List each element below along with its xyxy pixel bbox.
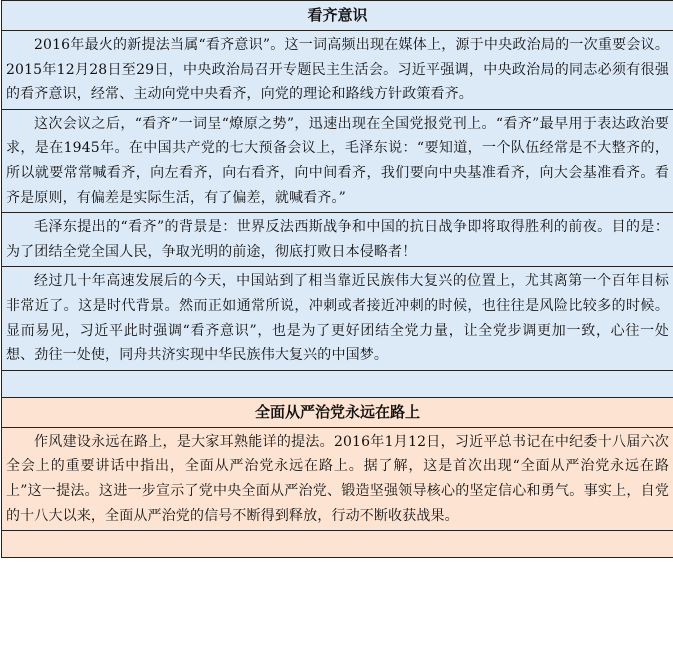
paragraph: 这次会议之后，“看齐”一词呈“燎原之势”，迅速出现在全国党报党刊上。“看齐”最早用于表达政治要求，是在1945年。在中国共产党的七大预备会议上，毛泽东说：“要知道，一个队伍经常是不大整齐的，所以就要常常喊看齐，向左看齐，向右看齐，向中间看齐，我们要向中央基准看齐，向大会基准看齐。看齐是原则，有偏差是实际生活，有了偏差，就喊看齐。” bbox=[2, 110, 673, 213]
paragraph: 经过几十年高速发展后的今天，中国站到了相当靠近民族伟大复兴的位置上，尤其离第一个百年目标非常近了。这是时代背景。然而正如通常所说，冲刺或者接近冲刺的时候，也往往是风险比较多的时候。显而易见，习近平此时强调“看齐意识”，也是为了更好团结全党力量，让全党步调更加一致，心往一处想、劲往一处使，同舟共济实现中华民族伟大复兴的中国梦。 bbox=[6, 273, 669, 364]
section-title: 全面从严治党永远在路上 bbox=[2, 398, 673, 428]
paragraph: 作风建设永远在路上，是大家耳熟能详的提法。2016年1月12日，习近平总书记在中纪委十八届六次全会上的重要讲话中指出，全面从严治党永远在路上。据了解，这是首次出现“全面从严治党永远在路上”这一提法。这进一步宣示了党中央全面从严治党、锻造坚强领导核心的坚定信心和勇气。事实上，自党的十八大以来，全面从严治党的信号不断得到释放，行动不断收获战果。 bbox=[6, 433, 669, 524]
section-title: 看齐意识 bbox=[2, 1, 673, 31]
section-kanqi-yishi bbox=[2, 1, 673, 371]
empty-row bbox=[2, 531, 673, 558]
empty-row bbox=[2, 371, 673, 398]
paragraph: 毛泽东提出的“看齐”的背景是：世界反法西斯战争和中国的抗日战争即将取得胜利的前夜。目的是：为了团结全党全国人民，争取光明的前途，彻底打败日本侵略者！ bbox=[2, 213, 673, 267]
document-table bbox=[1, 0, 673, 558]
section-congyan-zhidang bbox=[2, 398, 673, 531]
paragraph: 2016年最火的新提法当属“看齐意识”。这一词高频出现在媒体上，源于中央政治局的一次重要会议。2015年12月28日至29日，中央政治局召开专题民主生活会。习近平强调，中央政治局的同志必须有很强的看齐意识，经常、主动向党中央看齐，向党的理论和路线方针政策看齐。 bbox=[2, 31, 673, 110]
